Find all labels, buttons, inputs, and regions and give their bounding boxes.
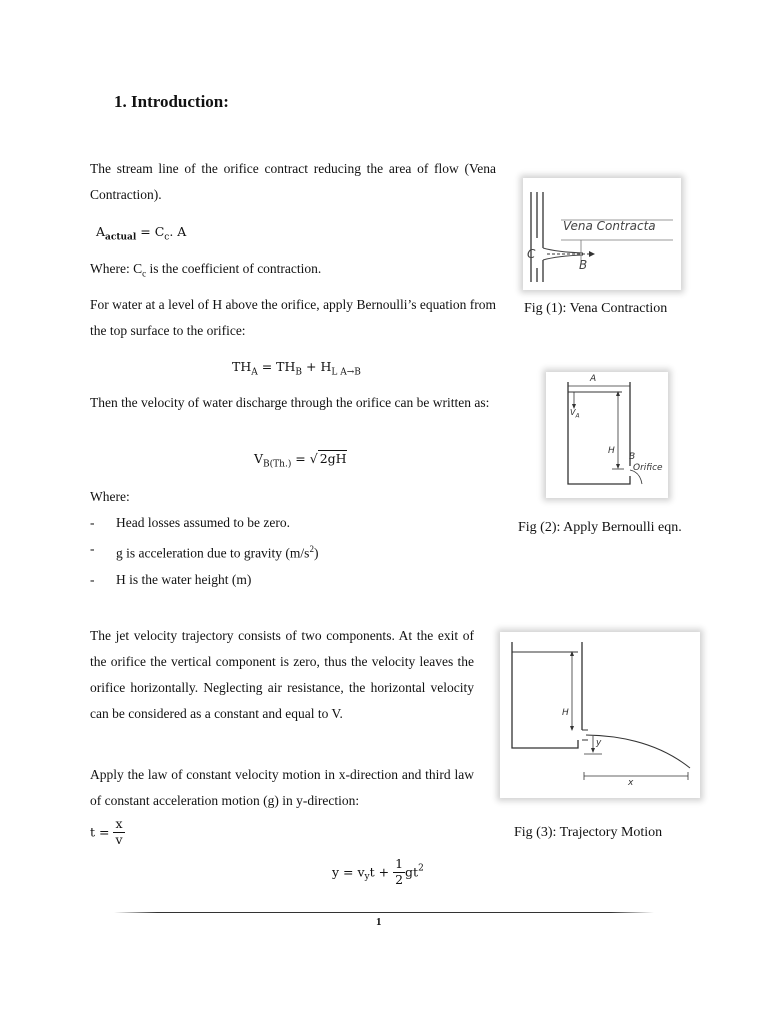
equation-area-actual: $A_{actual} = C_c$. A — [96, 224, 187, 243]
equation-bernoulli: $TH_A = TH_B + H_{L A\to B}$ — [232, 359, 361, 378]
figure-vena-contraction — [523, 178, 681, 290]
paragraph-bernoulli: For water at a level of H above the orifice, apply Bernoulli’s equation from the top surface to the orifice: — [90, 297, 496, 338]
label-b: B — [579, 258, 588, 272]
label-x: x — [628, 778, 634, 788]
bullet-list — [90, 510, 490, 593]
caption-fig1: Fig (1): Vena Contraction — [524, 301, 668, 316]
label-y: y — [596, 738, 602, 748]
paragraph-jet-trajectory: The jet velocity trajectory consists of two components. At the exit of the orifice the vertical component is zero, thus the velocity leaves the orifice horizontally. Neglecting air resistance, the horizontal velocity can be considered as a constant and equal to V. — [90, 628, 474, 721]
list-item: - H is the water height (m) — [90, 571, 252, 587]
equation-trajectory: $y = v_yt$ + $\frac{1}{2}$ $gt^2$ — [332, 856, 424, 887]
section-heading: 1. Introduction: — [114, 92, 229, 111]
label-va: $V_A$ — [570, 408, 580, 420]
where-label: Where: — [90, 489, 130, 504]
page-number: 1 — [376, 916, 382, 928]
equation-velocity: $V_{B(Th.)}$ = √ 2gH — [254, 451, 347, 470]
paragraph-velocity: Then the velocity of water discharge through the orifice can be written as: — [90, 395, 490, 410]
list-item: - Head losses assumed to be zero. — [90, 515, 290, 530]
label-vena-contracta: Vena Contracta — [563, 219, 656, 233]
label-orifice: Orifice — [633, 463, 663, 473]
paragraph-motion-laws: Apply the law of constant velocity motion in x-direction and third law of constant acceleration motion (g) in y-direction: — [90, 767, 474, 808]
footer-rule — [114, 912, 654, 913]
caption-fig2: Fig (2): Apply Bernoulli eqn. — [518, 520, 682, 535]
where-cc-line: Where: $C_c$ is the coefficient of contraction. — [90, 261, 322, 279]
label-b: B — [629, 452, 636, 462]
figure-trajectory — [500, 632, 700, 798]
label-a: A — [590, 374, 597, 384]
paragraph-vena-contraction: The stream line of the orifice contract reducing the area of flow (Vena Contraction). — [90, 161, 496, 202]
caption-fig3: Fig (3): Trajectory Motion — [514, 825, 663, 840]
figure-bernoulli — [546, 372, 668, 498]
label-h: H — [608, 446, 615, 456]
equation-time: t = $\frac{x}{v}$ — [90, 816, 123, 847]
label-h: H — [562, 708, 569, 718]
label-c: C — [527, 247, 536, 261]
list-item: - g is acceleration due to gravity $(m/s^2)$ — [90, 541, 319, 561]
